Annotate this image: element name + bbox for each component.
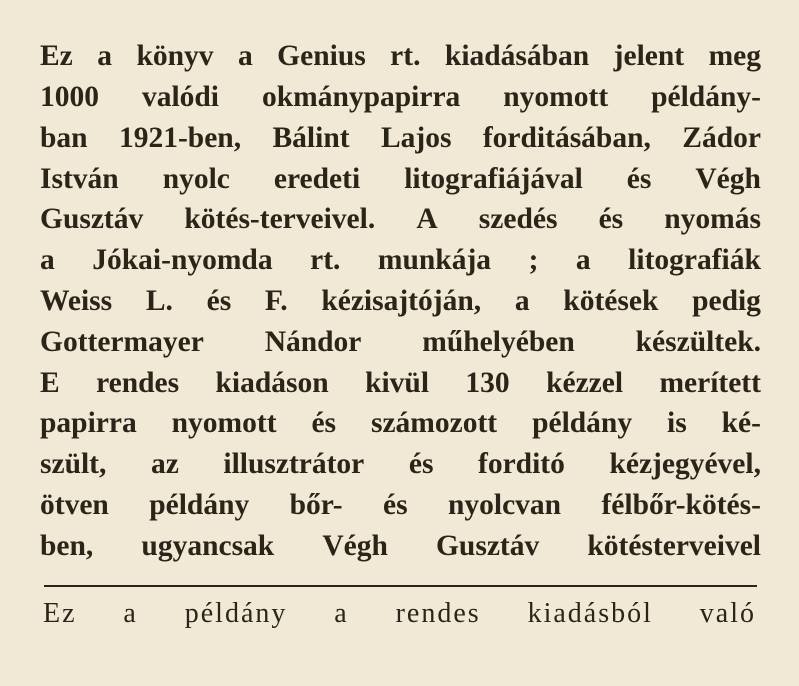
- word: E: [40, 366, 60, 399]
- word: az: [150, 448, 179, 481]
- word: illusztrátor: [223, 448, 365, 481]
- word: a: [237, 40, 253, 73]
- word: A: [416, 203, 438, 236]
- word: a: [514, 285, 530, 318]
- word: forditásában,: [482, 121, 651, 154]
- word: rt.: [310, 244, 341, 277]
- word: kötés-terveivel.: [184, 203, 376, 236]
- word: rendes: [96, 366, 180, 399]
- word: valódi: [141, 81, 220, 114]
- word: nyomott: [171, 407, 277, 440]
- word: 130: [465, 366, 510, 399]
- word: ötven: [40, 489, 109, 522]
- colophon-paragraph: [40, 31, 761, 561]
- word: ugyancsak: [141, 529, 275, 562]
- word: kötések: [563, 285, 659, 318]
- word: könyv: [136, 40, 214, 73]
- word: kiadásában: [444, 40, 590, 73]
- text-line: [40, 31, 761, 72]
- word: nyomott: [503, 81, 609, 114]
- word: és: [626, 162, 652, 195]
- word: kézjegyével,: [609, 448, 761, 481]
- word: ;: [528, 244, 539, 277]
- word: Gusztáv: [435, 529, 540, 562]
- text-line: [40, 235, 761, 276]
- word: példány-: [651, 81, 761, 114]
- word: szült,: [40, 448, 107, 481]
- word: műhelyében: [422, 325, 575, 358]
- word: Weiss: [40, 285, 113, 318]
- word: és: [383, 489, 408, 522]
- word: a: [40, 244, 55, 277]
- word: Ez: [43, 598, 77, 629]
- word: 1000: [40, 81, 99, 114]
- word: okmánypapirra: [261, 81, 461, 114]
- word: jelent: [613, 40, 685, 73]
- word: ben,: [40, 529, 94, 562]
- word: Genius: [277, 40, 366, 73]
- word: a: [123, 598, 138, 629]
- text-line: [40, 357, 761, 398]
- text-line: [40, 398, 761, 439]
- word: és: [206, 285, 232, 318]
- word: Lajos: [380, 121, 452, 154]
- word: kézzel: [546, 366, 624, 399]
- word: rendes: [395, 598, 481, 629]
- word: Gottermayer: [40, 325, 204, 358]
- word: kézisajtóján,: [321, 285, 482, 318]
- word: 1921-ben,: [118, 121, 242, 154]
- word: számozott: [370, 407, 498, 440]
- word: a: [97, 40, 112, 73]
- word: kiadásból: [527, 598, 653, 629]
- word: rt.: [390, 40, 421, 73]
- edition-note: [43, 600, 756, 628]
- word: F.: [264, 285, 288, 318]
- text-line: [40, 194, 761, 235]
- word: litografiájával: [404, 162, 583, 195]
- word: Zádor: [682, 121, 761, 154]
- word: munkája: [377, 244, 492, 277]
- word: forditó: [478, 448, 565, 481]
- word: kivül: [365, 366, 430, 399]
- word: nyomás: [664, 203, 761, 236]
- word: Gusztáv: [40, 203, 144, 236]
- text-line: [40, 113, 761, 154]
- text-line: [40, 276, 761, 317]
- word: a: [575, 244, 591, 277]
- word: Bálint: [272, 121, 350, 154]
- word: félbőr-kötés-: [601, 489, 761, 522]
- word: litografiák: [628, 244, 761, 277]
- word: nyolc: [162, 162, 230, 195]
- word: kötésterveivel: [587, 529, 761, 562]
- word: készültek.: [635, 325, 761, 358]
- text-line: [40, 521, 761, 562]
- horizontal-rule: [44, 585, 757, 587]
- word: a: [334, 598, 349, 629]
- word: meg: [708, 40, 761, 73]
- text-line: [40, 153, 761, 194]
- word: példány: [532, 407, 633, 440]
- word: bőr-: [289, 489, 343, 522]
- word: szedés: [478, 203, 558, 236]
- word: Nándor: [264, 325, 362, 358]
- text-line: [40, 317, 761, 358]
- word: papirra: [40, 407, 137, 440]
- word: Végh: [695, 162, 761, 195]
- word: István: [40, 162, 119, 195]
- word: merített: [659, 366, 761, 399]
- word: való: [699, 598, 756, 629]
- word: is: [667, 407, 687, 440]
- word: Jókai-nyomda: [92, 244, 273, 277]
- word: L.: [145, 285, 173, 318]
- word: és: [311, 407, 337, 440]
- text-line: [40, 480, 761, 521]
- word: pedig: [692, 285, 761, 318]
- word: példány: [184, 598, 288, 629]
- word: Ez: [40, 40, 73, 73]
- word: és: [408, 448, 434, 481]
- word: ké-: [721, 407, 761, 440]
- text-line: [40, 439, 761, 480]
- word: Végh: [322, 529, 388, 562]
- word: ban: [40, 121, 88, 154]
- word: és: [598, 203, 624, 236]
- word: eredeti: [273, 162, 361, 195]
- word: nyolcvan: [447, 489, 562, 522]
- text-line: [40, 72, 761, 113]
- word: példány: [149, 489, 250, 522]
- word: kiadáson: [215, 366, 329, 399]
